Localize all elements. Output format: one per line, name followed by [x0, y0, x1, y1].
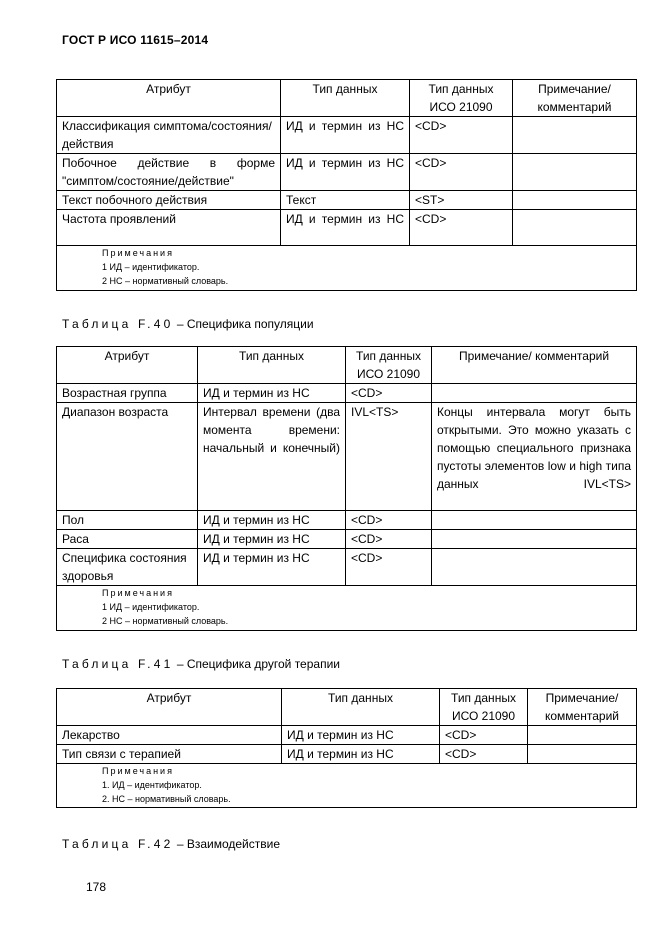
caption-text: – Специфика другой терапии [176, 657, 340, 671]
document-header: ГОСТ Р ИСО 11615–2014 [62, 33, 209, 47]
table-row [57, 117, 637, 154]
cell-data-type: ИД и термин из НС [198, 384, 346, 403]
cell-data-type: ИД и термин из НС [281, 117, 410, 154]
cell-iso-type: <CD> [410, 210, 513, 246]
cell-note [513, 191, 637, 210]
note-item: 2 НС – нормативный словарь. [102, 276, 229, 286]
cell-data-type: Текст [281, 191, 410, 210]
cell-iso-type: <CD> [346, 549, 432, 586]
table-row [57, 530, 637, 549]
cell-note [528, 726, 637, 745]
cell-data-type: ИД и термин из НС [281, 210, 410, 246]
header-data-type: Тип данных [282, 689, 440, 726]
cell-note: Концы интервала могут быть открытыми. Это можно указать с помощью специального признака пустоты элементов low и high типа данных IVL<TS> [432, 403, 637, 511]
caption-label: Таблица F.40 [62, 317, 174, 331]
table-other-therapy-specifics [56, 688, 637, 808]
header-note: Примечание/ комментарий [513, 80, 637, 117]
header-data-type: Тип данных [198, 347, 346, 384]
table-population-specifics [56, 346, 637, 631]
cell-attribute: Возрастная группа [57, 384, 198, 403]
header-iso-type: Тип данных ИСО 21090 [346, 347, 432, 384]
cell-attribute: Лекарство [57, 726, 282, 745]
cell-iso-type: <CD> [346, 511, 432, 530]
table-row [57, 210, 637, 246]
cell-note [432, 384, 637, 403]
cell-note [432, 530, 637, 549]
table-header-row [57, 347, 637, 384]
table-adverse-effects [56, 79, 637, 291]
table-notes-row [57, 764, 637, 808]
cell-data-type: ИД и термин из НС [282, 745, 440, 764]
cell-note [432, 549, 637, 586]
table-caption [62, 837, 280, 851]
header-data-type: Тип данных [281, 80, 410, 117]
caption-text: – Специфика популяции [176, 317, 314, 331]
table-row [57, 511, 637, 530]
caption-label: Таблица F.41 [62, 657, 174, 671]
header-iso-type: Тип данных ИСО 21090 [440, 689, 528, 726]
cell-iso-type: <CD> [346, 530, 432, 549]
notes-title: Примечания [102, 766, 174, 776]
cell-attribute: Специфика состояния здоровья [57, 549, 198, 586]
table-header-row [57, 80, 637, 117]
cell-iso-type: <CD> [410, 154, 513, 191]
cell-data-type: ИД и термин из НС [282, 726, 440, 745]
header-attribute: Атрибут [57, 689, 282, 726]
header-note: Примечание/ комментарий [432, 347, 637, 384]
cell-attribute: Частота проявлений [57, 210, 281, 246]
caption-text: – Взаимодействие [176, 837, 280, 851]
cell-data-type: ИД и термин из НС [198, 511, 346, 530]
table-caption [62, 317, 314, 331]
table-row [57, 154, 637, 191]
table-notes-row [57, 246, 637, 291]
cell-attribute: Тип связи с терапией [57, 745, 282, 764]
cell-note [432, 511, 637, 530]
notes-title: Примечания [102, 248, 174, 258]
cell-iso-type: <CD> [410, 117, 513, 154]
cell-attribute: Раса [57, 530, 198, 549]
note-item: 1. ИД – идентификатор. [102, 780, 202, 790]
header-attribute: Атрибут [57, 80, 281, 117]
notes-title: Примечания [102, 588, 174, 598]
cell-note [513, 154, 637, 191]
table-notes [57, 586, 637, 631]
table-notes-row [57, 586, 637, 631]
cell-note [513, 210, 637, 246]
table-caption [62, 657, 340, 671]
cell-iso-type: <CD> [346, 384, 432, 403]
note-item: 1 ИД – идентификатор. [102, 262, 200, 272]
cell-data-type: Интервал времени (два момента времени: начальный и конечный) [198, 403, 346, 511]
note-item: 1 ИД – идентификатор. [102, 602, 200, 612]
caption-label: Таблица F.42 [62, 837, 174, 851]
header-iso-type: Тип данных ИСО 21090 [410, 80, 513, 117]
cell-iso-type: IVL<TS> [346, 403, 432, 511]
table-notes [57, 246, 637, 291]
table-row [57, 384, 637, 403]
header-attribute: Атрибут [57, 347, 198, 384]
cell-attribute: Пол [57, 511, 198, 530]
cell-attribute: Побочное действие в форме "симптом/состояние/действие" [57, 154, 281, 191]
note-item: 2. НС – нормативный словарь. [102, 794, 231, 804]
page-number: 178 [86, 880, 107, 894]
table-row [57, 726, 637, 745]
header-note: Примечание/ комментарий [528, 689, 637, 726]
note-item: 2 НС – нормативный словарь. [102, 616, 229, 626]
cell-iso-type: <ST> [410, 191, 513, 210]
table-header-row [57, 689, 637, 726]
cell-iso-type: <CD> [440, 726, 528, 745]
cell-attribute: Классификация симптома/состояния/действия [57, 117, 281, 154]
table-notes [57, 764, 637, 808]
cell-data-type: ИД и термин из НС [281, 154, 410, 191]
table-row [57, 403, 637, 511]
cell-note [513, 117, 637, 154]
table-row [57, 745, 637, 764]
cell-data-type: ИД и термин из НС [198, 549, 346, 586]
table-row [57, 549, 637, 586]
cell-attribute: Диапазон возраста [57, 403, 198, 511]
cell-iso-type: <CD> [440, 745, 528, 764]
cell-attribute: Текст побочного действия [57, 191, 281, 210]
cell-note [528, 745, 637, 764]
cell-data-type: ИД и термин из НС [198, 530, 346, 549]
table-row [57, 191, 637, 210]
